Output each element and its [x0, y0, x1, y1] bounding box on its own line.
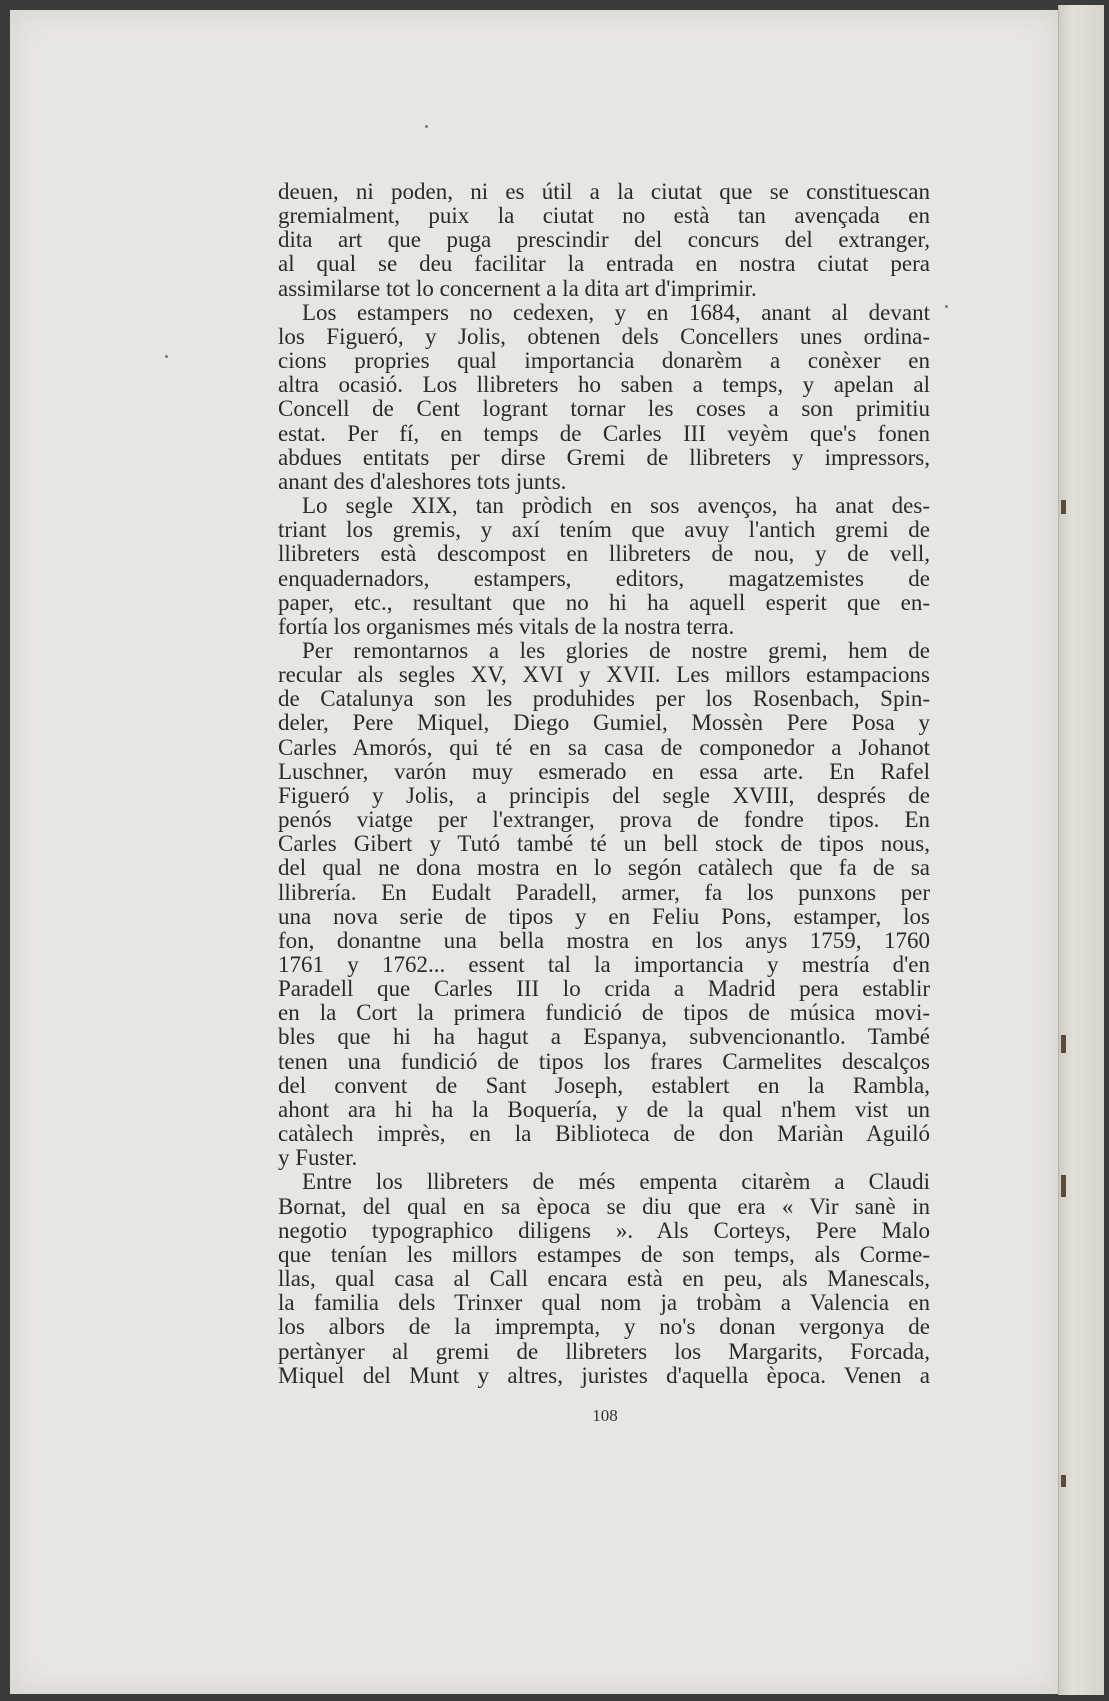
text-line: deler, Pere Miquel, Diego Gumiel, Mossèn Pere Posa y [278, 710, 930, 736]
body-text [278, 180, 930, 1388]
text-line: y Fuster. [278, 1145, 358, 1171]
text-line: Luschner, varón muy esmerado en essa arte. En Rafel [278, 758, 930, 784]
text-line: altra ocasió. Los llibreters ho saben a temps, y apelan al [278, 372, 930, 398]
text-line: negotio typographico diligens ». Als Corteys, Pere Malo [278, 1217, 930, 1243]
paper-speck [425, 125, 428, 128]
text-line: los albors de la imprempta, y no's donan vergonya de [278, 1314, 930, 1340]
text-line: llibrería. En Eudalt Paradell, armer, fa los punxons per [278, 879, 930, 905]
text-line: paper, etc., resultant que no hi ha aquell esperit que en- [278, 589, 930, 615]
text-line: Bornat, del qual en sa època se diu que era « Vir sanè in [278, 1193, 930, 1219]
text-line: catàlech imprès, en la Biblioteca de don Mariàn Aguiló [278, 1121, 930, 1147]
text-line: tenen una fundició de tipos los frares Carmelites descalços [278, 1048, 930, 1074]
text-line: ahont ara hi ha la Boquería, y de la qual n'hem vist un [278, 1096, 930, 1122]
text-line: triant los gremis, y axí tením que avuy l'antich gremi de [278, 517, 930, 543]
text-line: 1761 y 1762... essent tal la importancia y mestría d'en [278, 952, 930, 977]
text-line: los Figueró, y Jolis, obtenen dels Concellers unes ordina- [278, 323, 930, 349]
text-line: Per remontarnos a les glories de nostre gremi, hem de [302, 637, 930, 663]
text-line: Figueró y Jolis, a principis del segle XVIII, després de [278, 782, 930, 808]
text-line: llibreters està descompost en llibreters de nou, y de vell, [278, 541, 930, 567]
text-line: que tenían les millors estampes de son temps, als Corme- [278, 1241, 930, 1267]
text-line: deuen, ni poden, ni es útil a la ciutat que se constituescan [278, 179, 930, 204]
text-line: assimilarse tot lo concernent a la dita art d'imprimir. [278, 275, 757, 301]
text-line: Paradell que Carles III lo crida a Madrid pera establir [278, 976, 930, 1002]
text-line: bles que hi ha hagut a Espanya, subvencionantlo. També [278, 1024, 930, 1050]
text-line: Lo segle XIX, tan pròdich en sos avenços, ha anat des- [302, 493, 930, 519]
text-line: Carles Gibert y Tutó també té un bell stock de tipos nous, [278, 831, 930, 857]
paper-speck [945, 305, 948, 308]
text-line: en la Cort la primera fundició de tipos de música movi- [278, 1000, 930, 1026]
text-line: recular als segles XV, XVI y XVII. Les millors estampacions [278, 662, 930, 688]
text-line: al qual se deu facilitar la entrada en nostra ciutat pera [278, 251, 930, 277]
text-line: Los estampers no cedexen, y en 1684, anant al devant [302, 299, 930, 325]
text-line: Entre los llibreters de més empenta citarèm a Claudi [302, 1169, 930, 1195]
text-line: una nova serie de tipos y en Feliu Pons, estamper, los [278, 903, 930, 929]
text-line: cions propries qual importancia donarèm a conèxer en [278, 348, 930, 374]
text-line: fon, donantne una bella mostra en los anys 1759, 1760 [278, 927, 930, 953]
page-number: 108 [592, 1406, 618, 1425]
text-line: llas, qual casa al Call encara està en peu, als Manescals, [278, 1266, 930, 1292]
text-line: estat. Per fí, en temps de Carles III veyèm que's fonen [278, 420, 930, 446]
text-line: fortía los organismes més vitals de la nostra terra. [278, 613, 735, 639]
text-line: abdues entitats per dirse Gremi de llibreters y impressors, [278, 444, 930, 470]
text-line: Carles Amorós, qui té en sa casa de componedor a Johanot [278, 734, 930, 760]
text-line: gremialment, puix la ciutat no està tan avençada en [278, 203, 930, 229]
book-page [10, 10, 1058, 1694]
next-page-edge [1058, 5, 1104, 1695]
text-line: dita art que puga prescindir del concurs del extranger, [278, 227, 930, 253]
text-line: del convent de Sant Joseph, establert en la Rambla, [278, 1072, 930, 1098]
text-line: penós viatge per l'extranger, prova de fondre tipos. En [278, 807, 930, 833]
text-line: enquadernadors, estampers, editors, magatzemistes de [278, 565, 930, 591]
paper-speck [165, 355, 168, 358]
text-line: de Catalunya son les produhides per los Rosenbach, Spin- [278, 686, 930, 712]
text-line: Concell de Cent logrant tornar les coses a son primitiu [278, 396, 930, 422]
text-line: pertànyer al gremi de llibreters los Margarits, Forcada, [278, 1338, 930, 1364]
text-line: Miquel del Munt y altres, juristes d'aquella època. Venen a [278, 1362, 930, 1388]
text-line: del qual ne dona mostra en lo segón catàlech que fa de sa [278, 855, 930, 881]
text-line: la familia dels Trinxer qual nom ja trobàm a Valencia en [278, 1290, 930, 1316]
text-line: anant des d'aleshores tots junts. [278, 468, 567, 494]
